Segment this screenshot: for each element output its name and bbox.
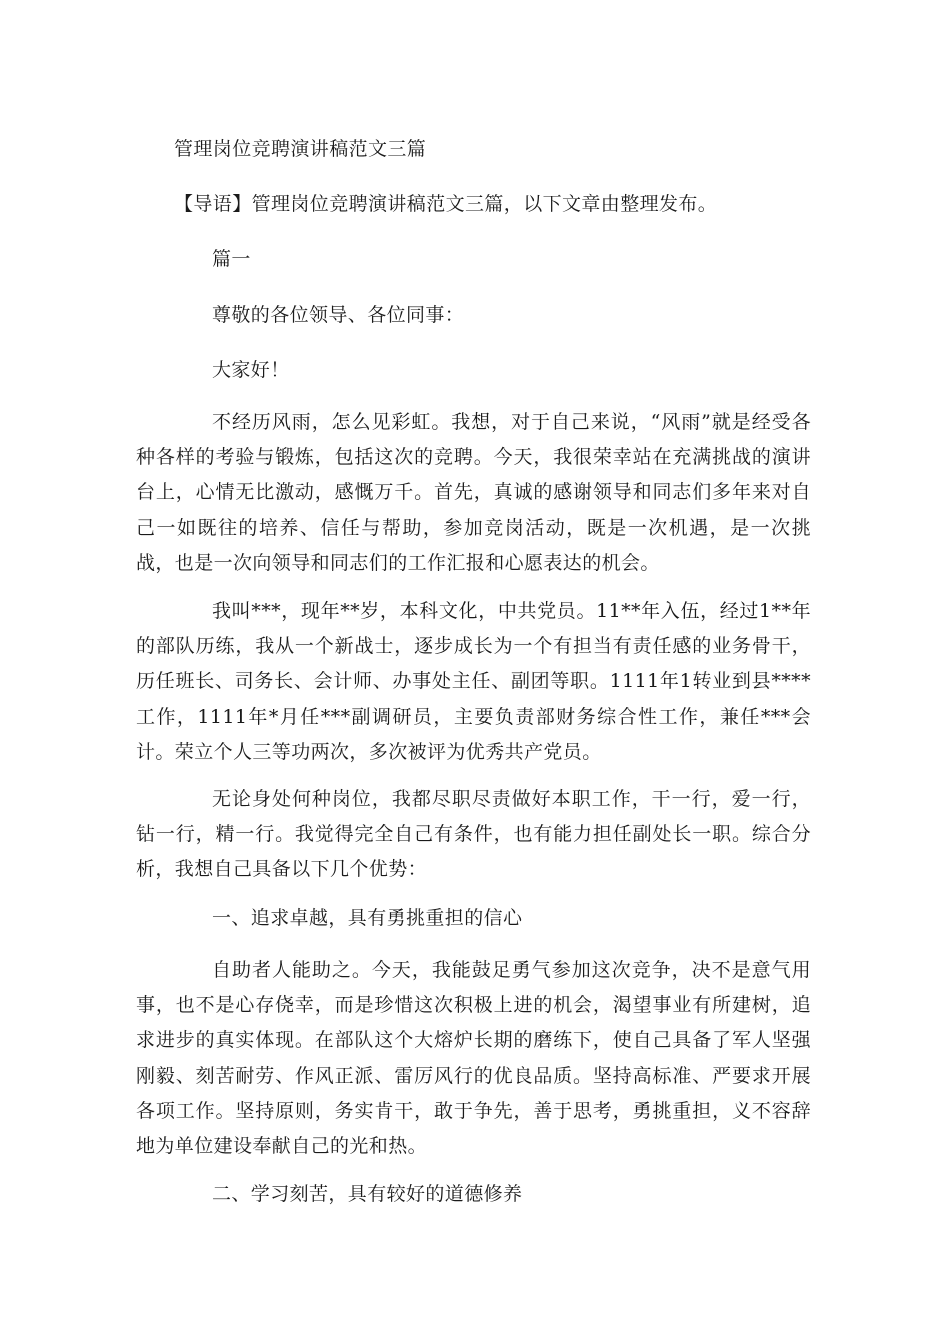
body-paragraph: 无论身处何种岗位，我都尽职尽责做好本职工作，干一行，爱一行，钻一行，精一行。我觉得完全自己有条件，也有能力担任副处长一职。综合分析，我想自己具备以下几个优势： [136, 788, 811, 881]
body-paragraph: 自助者人能助之。今天，我能鼓足勇气参加这次竞争，决不是意气用事，也不是心存侥幸，而是珍惜这次积极上进的机会，渴望事业有所建树，追求进步的真实体现。在部队这个大熔炉长期的磨练下，使自己具备了军人坚强刚毅、刻苦耐劳、作风正派、雷厉风行的优良品质。坚持高标准、严要求开展各项工作。坚持原则，务实肯干，敢于争先，善于思考，勇挑重担，义不容辞地为单位建设奉献自己的光和热。 [136, 959, 811, 1158]
body-paragraph: 不经历风雨，怎么见彩虹。我想，对于自己来说，“风雨”就是经受各种各样的考验与锻炼，包括这次的竞聘。今天，我很荣幸站在充满挑战的演讲台上，心情无比激动，感慨万千。首先，真诚的感谢领导和同志们多年来对自己一如既往的培养、信任与帮助，参加竞岗活动，既是一次机遇，是一次挑战，也是一次向领导和同志们的工作汇报和心愿表达的机会。 [136, 411, 811, 574]
salutation: 尊敬的各位领导、各位同事： [212, 304, 465, 326]
document-intro: 【导语】管理岗位竞聘演讲稿范文三篇，以下文章由整理发布。 [174, 193, 718, 215]
section-heading: 一、追求卓越，具有勇挑重担的信心 [212, 907, 523, 929]
section-heading: 二、学习刻苦，具有较好的道德修养 [212, 1183, 523, 1205]
section-label: 篇一 [212, 248, 251, 270]
body-paragraph: 我叫***，现年**岁，本科文化，中共党员。11**年入伍，经过1**年的部队历练，我从一个新战士，逐步成长为一个有担当有责任感的业务骨干，历任班长、司务长、会计师、办事处主任、副团等职。1111年1转业到县****工作，1111年*月任***副调研员，主要负责部财务综合性工作，兼任***会计。荣立个人三等功两次，多次被评为优秀共产党员。 [136, 600, 811, 763]
greeting: 大家好！ [212, 359, 290, 381]
document-title: 管理岗位竞聘演讲稿范文三篇 [174, 138, 427, 160]
